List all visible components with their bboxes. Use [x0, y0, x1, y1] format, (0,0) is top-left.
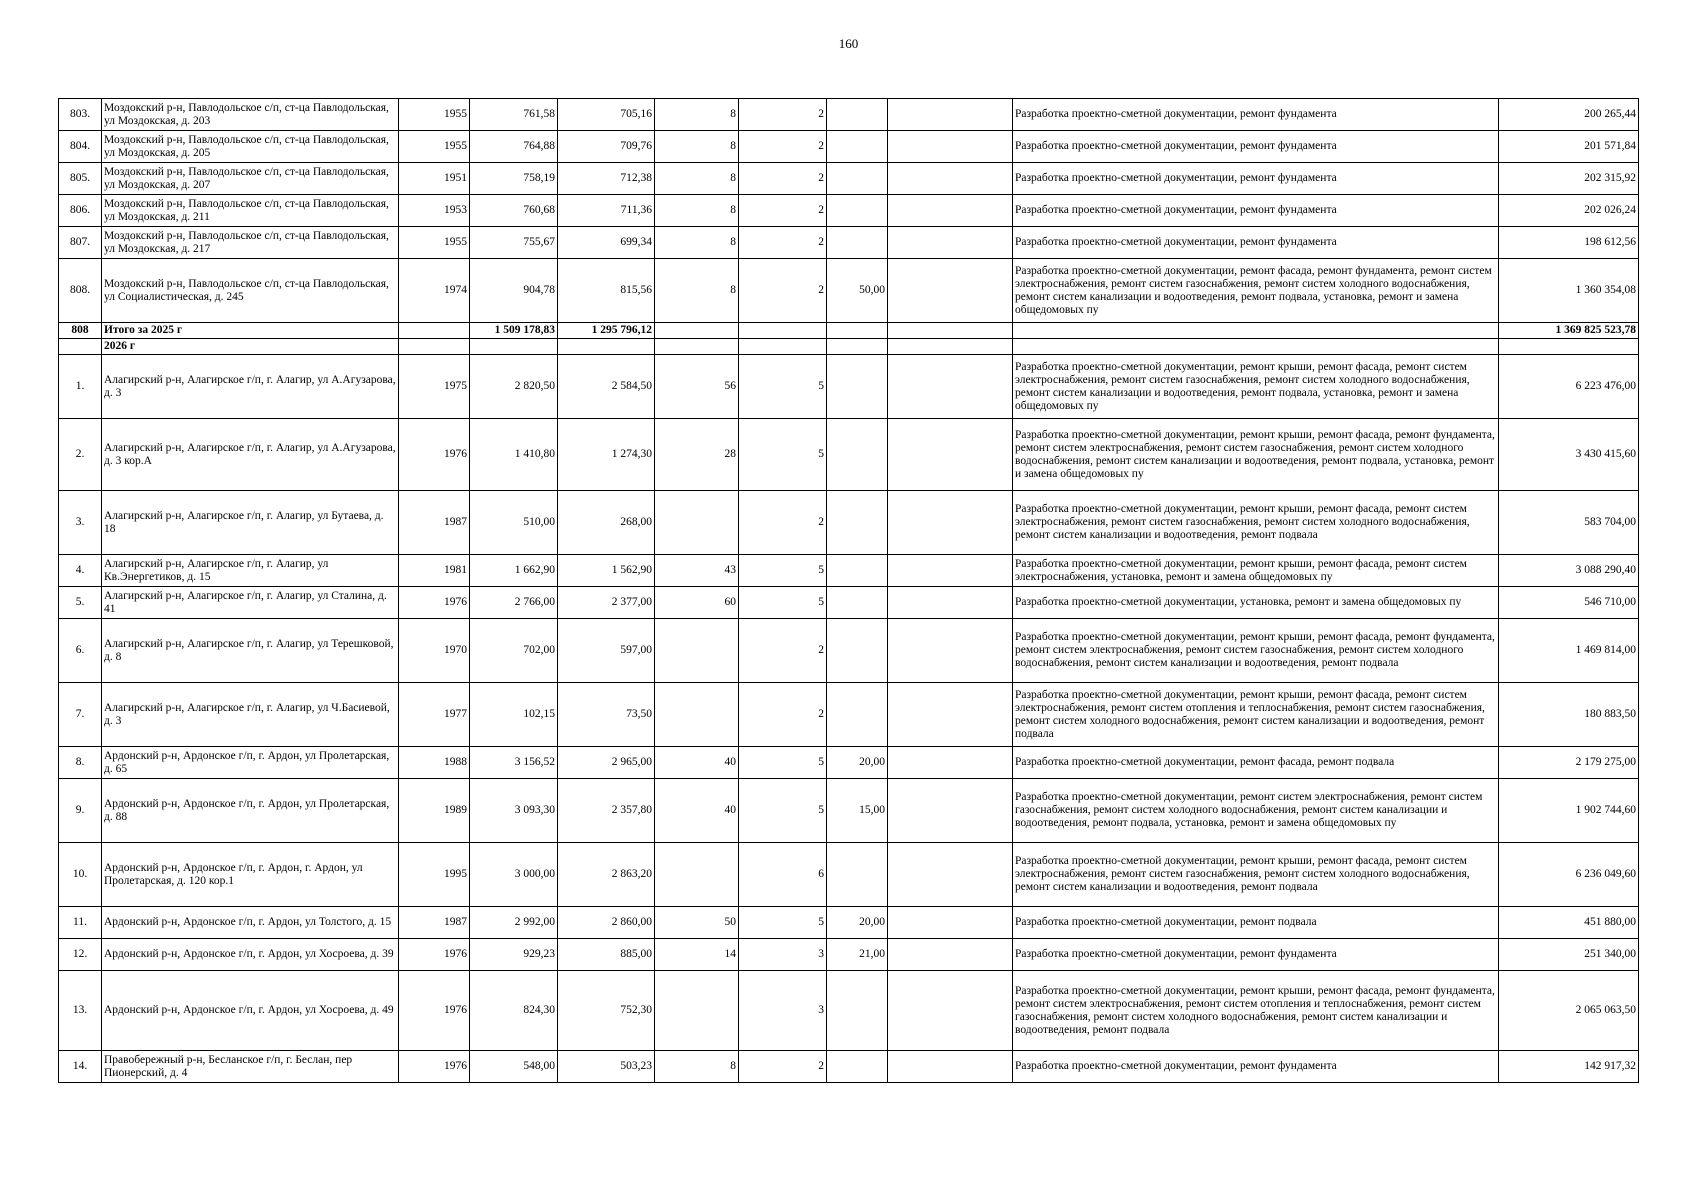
- residents-cell: 8: [655, 227, 739, 259]
- living-area-cell: 711,36: [558, 195, 655, 227]
- extra-cell: [888, 843, 1013, 907]
- extra-cell: [888, 419, 1013, 491]
- wear-percent-cell: [827, 99, 888, 131]
- table-row: [59, 131, 1639, 163]
- table-row: [59, 619, 1639, 683]
- total-area-cell: 510,00: [470, 491, 558, 555]
- table-row: [59, 163, 1639, 195]
- row-number: 5.: [59, 587, 102, 619]
- floors-cell: 5: [739, 907, 827, 939]
- wear-percent-cell: 21,00: [827, 939, 888, 971]
- extra-cell: [888, 683, 1013, 747]
- table-row: [59, 355, 1639, 419]
- work-types-cell: Разработка проектно-сметной документации, ремонт крыши, ремонт фасада, ремонт систем электроснабжения, ремонт систем газоснабжения, ремонт систем холодного водоснабжения, ремонт систем канализации и водоотведения, ремонт подвала, установка, ремонт и замена общедомовых пу: [1013, 355, 1499, 419]
- year-built-cell: 1976: [399, 587, 470, 619]
- residents-cell: 40: [655, 779, 739, 843]
- total-area-cell: 755,67: [470, 227, 558, 259]
- table-row: [59, 259, 1639, 323]
- address-cell: Правобережный р-н, Бесланское г/п, г. Беслан, пер Пионерский, д. 4: [102, 1051, 399, 1083]
- row-number: 11.: [59, 907, 102, 939]
- extra-cell: [888, 339, 1013, 355]
- work-types-cell: Разработка проектно-сметной документации, ремонт крыши, ремонт фасада, ремонт систем электроснабжения, ремонт систем газоснабжения, ремонт систем холодного водоснабжения, ремонт систем канализации и водоотведения, ремонт подвала: [1013, 491, 1499, 555]
- residents-cell: [655, 491, 739, 555]
- work-types-cell: Разработка проектно-сметной документации, ремонт фундамента: [1013, 99, 1499, 131]
- wear-percent-cell: [827, 683, 888, 747]
- cost-cell: 546 710,00: [1499, 587, 1639, 619]
- residents-cell: 56: [655, 355, 739, 419]
- address-cell: Моздокский р-н, Павлодольское с/п, ст-ца Павлодольская, ул Моздокская, д. 207: [102, 163, 399, 195]
- wear-percent-cell: [827, 163, 888, 195]
- row-number: 808.: [59, 259, 102, 323]
- total-area-cell: 3 093,30: [470, 779, 558, 843]
- table-row: [59, 939, 1639, 971]
- address-cell: Моздокский р-н, Павлодольское с/п, ст-ца Павлодольская, ул Моздокская, д. 211: [102, 195, 399, 227]
- residents-cell: [655, 843, 739, 907]
- address-cell: Ардонский р-н, Ардонское г/п, г. Ардон, ул Хосроева, д. 49: [102, 971, 399, 1051]
- floors-cell: 2: [739, 259, 827, 323]
- page-number: 160: [838, 36, 859, 51]
- year-built-cell: 1955: [399, 227, 470, 259]
- year-built-cell: 1955: [399, 131, 470, 163]
- work-types-cell: Разработка проектно-сметной документации, ремонт фундамента: [1013, 195, 1499, 227]
- total-area-cell: 1 509 178,83: [470, 323, 558, 339]
- living-area-cell: 885,00: [558, 939, 655, 971]
- wear-percent-cell: 20,00: [827, 747, 888, 779]
- row-number: 3.: [59, 491, 102, 555]
- residents-cell: 8: [655, 259, 739, 323]
- wear-percent-cell: [827, 587, 888, 619]
- address-cell: Алагирский р-н, Алагирское г/п, г. Алагир, ул Сталина, д. 41: [102, 587, 399, 619]
- living-area-cell: 2 584,50: [558, 355, 655, 419]
- living-area-cell: 2 377,00: [558, 587, 655, 619]
- year-built-cell: 1951: [399, 163, 470, 195]
- wear-percent-cell: [827, 323, 888, 339]
- cost-cell: 1 369 825 523,78: [1499, 323, 1639, 339]
- year-built-cell: 1976: [399, 1051, 470, 1083]
- wear-percent-cell: [827, 491, 888, 555]
- total-area-cell: 3 156,52: [470, 747, 558, 779]
- living-area-cell: 73,50: [558, 683, 655, 747]
- floors-cell: 2: [739, 619, 827, 683]
- living-area-cell: 815,56: [558, 259, 655, 323]
- table-row: [59, 227, 1639, 259]
- work-types-cell: Разработка проектно-сметной документации, ремонт фундамента: [1013, 163, 1499, 195]
- work-types-cell: Разработка проектно-сметной документации, ремонт фундамента: [1013, 1051, 1499, 1083]
- year-built-cell: 1987: [399, 907, 470, 939]
- table-row: [59, 907, 1639, 939]
- year-built-cell: 1987: [399, 491, 470, 555]
- residents-cell: 43: [655, 555, 739, 587]
- residents-cell: 8: [655, 1051, 739, 1083]
- address-cell: Итого за 2025 г: [102, 323, 399, 339]
- address-cell: Алагирский р-н, Алагирское г/п, г. Алагир, ул А.Агузарова, д. 3 кор.А: [102, 419, 399, 491]
- table-row: [59, 419, 1639, 491]
- cost-cell: 2 179 275,00: [1499, 747, 1639, 779]
- living-area-cell: 2 863,20: [558, 843, 655, 907]
- floors-cell: 2: [739, 227, 827, 259]
- floors-cell: 2: [739, 491, 827, 555]
- wear-percent-cell: [827, 339, 888, 355]
- floors-cell: 5: [739, 355, 827, 419]
- work-types-cell: Разработка проектно-сметной документации, ремонт фундамента: [1013, 131, 1499, 163]
- work-types-cell: Разработка проектно-сметной документации, ремонт крыши, ремонт фасада, ремонт систем электроснабжения, ремонт систем газоснабжения, ремонт систем холодного водоснабжения, ремонт систем канализации и водоотведения, ремонт подвала: [1013, 843, 1499, 907]
- year-built-cell: 1974: [399, 259, 470, 323]
- table-row: [59, 195, 1639, 227]
- wear-percent-cell: [827, 227, 888, 259]
- total-area-cell: 761,58: [470, 99, 558, 131]
- work-types-cell: Разработка проектно-сметной документации, ремонт фундамента: [1013, 939, 1499, 971]
- year-built-cell: 1975: [399, 355, 470, 419]
- total-area-cell: 929,23: [470, 939, 558, 971]
- floors-cell: 5: [739, 555, 827, 587]
- cost-cell: 2 065 063,50: [1499, 971, 1639, 1051]
- wear-percent-cell: [827, 131, 888, 163]
- cost-cell: 201 571,84: [1499, 131, 1639, 163]
- residents-cell: [655, 683, 739, 747]
- floors-cell: 2: [739, 1051, 827, 1083]
- work-types-cell: Разработка проектно-сметной документации, ремонт фундамента: [1013, 227, 1499, 259]
- floors-cell: 5: [739, 419, 827, 491]
- cost-cell: 142 917,32: [1499, 1051, 1639, 1083]
- work-types-cell: Разработка проектно-сметной документации, ремонт крыши, ремонт фасада, ремонт фундамента, ремонт систем электроснабжения, ремонт систем газоснабжения, ремонт систем холодного водоснабжения, ремонт систем канализации и водоотведения, ремонт подвала: [1013, 619, 1499, 683]
- row-number: 804.: [59, 131, 102, 163]
- floors-cell: 5: [739, 747, 827, 779]
- table-row: [59, 683, 1639, 747]
- work-types-cell: Разработка проектно-сметной документации, ремонт крыши, ремонт фасада, ремонт систем электроснабжения, ремонт систем отопления и теплоснабжения, ремонт систем газоснабжения, ремонт систем холодного водоснабжения, ремонт систем канализации и водоотведения, ремонт подвала: [1013, 683, 1499, 747]
- wear-percent-cell: [827, 843, 888, 907]
- living-area-cell: 2 965,00: [558, 747, 655, 779]
- capital-repair-table: [58, 98, 1639, 1083]
- row-number: 807.: [59, 227, 102, 259]
- row-number: 1.: [59, 355, 102, 419]
- total-area-cell: 1 410,80: [470, 419, 558, 491]
- table-row: [59, 587, 1639, 619]
- row-number: 13.: [59, 971, 102, 1051]
- residents-cell: 8: [655, 131, 739, 163]
- cost-cell: 180 883,50: [1499, 683, 1639, 747]
- total-area-cell: 760,68: [470, 195, 558, 227]
- address-cell: Алагирский р-н, Алагирское г/п, г. Алагир, ул Кв.Энергетиков, д. 15: [102, 555, 399, 587]
- living-area-cell: 1 562,90: [558, 555, 655, 587]
- row-number: 9.: [59, 779, 102, 843]
- table-row: [59, 971, 1639, 1051]
- living-area-cell: 597,00: [558, 619, 655, 683]
- residents-cell: 8: [655, 99, 739, 131]
- table-body: [59, 99, 1639, 1083]
- cost-cell: 202 026,24: [1499, 195, 1639, 227]
- extra-cell: [888, 587, 1013, 619]
- year-header-row: [59, 339, 1639, 355]
- living-area-cell: 503,23: [558, 1051, 655, 1083]
- floors-cell: [739, 323, 827, 339]
- extra-cell: [888, 163, 1013, 195]
- residents-cell: [655, 619, 739, 683]
- total-row: [59, 323, 1639, 339]
- extra-cell: [888, 323, 1013, 339]
- residents-cell: [655, 323, 739, 339]
- address-cell: Алагирский р-н, Алагирское г/п, г. Алагир, ул А.Агузарова, д. 3: [102, 355, 399, 419]
- year-built-cell: 1988: [399, 747, 470, 779]
- cost-cell: 1 902 744,60: [1499, 779, 1639, 843]
- work-types-cell: Разработка проектно-сметной документации, ремонт крыши, ремонт фасада, ремонт фундамента, ремонт систем электроснабжения, ремонт систем газоснабжения, ремонт систем холодного водоснабжения, ремонт систем канализации и водоотведения, ремонт подвала, установка, ремонт и замена общедомовых пу: [1013, 419, 1499, 491]
- living-area-cell: 2 860,00: [558, 907, 655, 939]
- living-area-cell: [558, 339, 655, 355]
- row-number: 8.: [59, 747, 102, 779]
- extra-cell: [888, 131, 1013, 163]
- year-built-cell: 1989: [399, 779, 470, 843]
- year-built-cell: 1976: [399, 939, 470, 971]
- cost-cell: 251 340,00: [1499, 939, 1639, 971]
- cost-cell: 202 315,92: [1499, 163, 1639, 195]
- cost-cell: 200 265,44: [1499, 99, 1639, 131]
- cost-cell: 6 236 049,60: [1499, 843, 1639, 907]
- total-area-cell: 3 000,00: [470, 843, 558, 907]
- year-built-cell: 1981: [399, 555, 470, 587]
- work-types-cell: Разработка проектно-сметной документации, ремонт фасада, ремонт подвала: [1013, 747, 1499, 779]
- floors-cell: 3: [739, 971, 827, 1051]
- floors-cell: 2: [739, 131, 827, 163]
- cost-cell: 6 223 476,00: [1499, 355, 1639, 419]
- extra-cell: [888, 227, 1013, 259]
- wear-percent-cell: [827, 971, 888, 1051]
- work-types-cell: Разработка проектно-сметной документации, ремонт подвала: [1013, 907, 1499, 939]
- living-area-cell: 2 357,80: [558, 779, 655, 843]
- floors-cell: 2: [739, 683, 827, 747]
- address-cell: Ардонский р-н, Ардонское г/п, г. Ардон, ул Толстого, д. 15: [102, 907, 399, 939]
- table-row: [59, 1051, 1639, 1083]
- extra-cell: [888, 747, 1013, 779]
- work-types-cell: [1013, 339, 1499, 355]
- floors-cell: [739, 339, 827, 355]
- extra-cell: [888, 939, 1013, 971]
- residents-cell: 50: [655, 907, 739, 939]
- year-built-cell: 1976: [399, 419, 470, 491]
- row-number: 6.: [59, 619, 102, 683]
- wear-percent-cell: [827, 195, 888, 227]
- extra-cell: [888, 99, 1013, 131]
- table-row: [59, 747, 1639, 779]
- row-number: 2.: [59, 419, 102, 491]
- floors-cell: 6: [739, 843, 827, 907]
- total-area-cell: 2 766,00: [470, 587, 558, 619]
- table-row: [59, 555, 1639, 587]
- address-cell: Моздокский р-н, Павлодольское с/п, ст-ца Павлодольская, ул Моздокская, д. 205: [102, 131, 399, 163]
- total-area-cell: 904,78: [470, 259, 558, 323]
- year-built-cell: 1955: [399, 99, 470, 131]
- residents-cell: 8: [655, 195, 739, 227]
- total-area-cell: 702,00: [470, 619, 558, 683]
- total-area-cell: 824,30: [470, 971, 558, 1051]
- cost-cell: 1 360 354,08: [1499, 259, 1639, 323]
- living-area-cell: 699,34: [558, 227, 655, 259]
- year-built-cell: [399, 339, 470, 355]
- extra-cell: [888, 779, 1013, 843]
- residents-cell: [655, 971, 739, 1051]
- floors-cell: 2: [739, 99, 827, 131]
- living-area-cell: 752,30: [558, 971, 655, 1051]
- wear-percent-cell: [827, 419, 888, 491]
- living-area-cell: 712,38: [558, 163, 655, 195]
- wear-percent-cell: [827, 619, 888, 683]
- living-area-cell: 1 295 796,12: [558, 323, 655, 339]
- address-cell: Алагирский р-н, Алагирское г/п, г. Алагир, ул Бутаева, д. 18: [102, 491, 399, 555]
- cost-cell: 451 880,00: [1499, 907, 1639, 939]
- work-types-cell: Разработка проектно-сметной документации, ремонт систем электроснабжения, ремонт систем газоснабжения, ремонт систем холодного водоснабжения, ремонт систем канализации и водоотведения, ремонт подвала, установка, ремонт и замена общедомовых пу: [1013, 779, 1499, 843]
- total-area-cell: 2 820,50: [470, 355, 558, 419]
- address-cell: Моздокский р-н, Павлодольское с/п, ст-ца Павлодольская, ул Моздокская, д. 203: [102, 99, 399, 131]
- extra-cell: [888, 355, 1013, 419]
- row-number: [59, 339, 102, 355]
- extra-cell: [888, 907, 1013, 939]
- total-area-cell: 548,00: [470, 1051, 558, 1083]
- row-number: 4.: [59, 555, 102, 587]
- cost-cell: 1 469 814,00: [1499, 619, 1639, 683]
- wear-percent-cell: [827, 1051, 888, 1083]
- cost-cell: 583 704,00: [1499, 491, 1639, 555]
- floors-cell: 3: [739, 939, 827, 971]
- extra-cell: [888, 491, 1013, 555]
- floors-cell: 2: [739, 195, 827, 227]
- year-built-cell: [399, 323, 470, 339]
- living-area-cell: 268,00: [558, 491, 655, 555]
- work-types-cell: Разработка проектно-сметной документации, установка, ремонт и замена общедомовых пу: [1013, 587, 1499, 619]
- year-built-cell: 1977: [399, 683, 470, 747]
- residents-cell: 60: [655, 587, 739, 619]
- floors-cell: 5: [739, 587, 827, 619]
- extra-cell: [888, 555, 1013, 587]
- total-area-cell: 764,88: [470, 131, 558, 163]
- work-types-cell: Разработка проектно-сметной документации, ремонт крыши, ремонт фасада, ремонт фундамента, ремонт систем электроснабжения, ремонт систем отопления и теплоснабжения, ремонт систем газоснабжения, ремонт систем холодного водоснабжения, ремонт систем канализации и водоотведения, ремонт подвала: [1013, 971, 1499, 1051]
- address-cell: Моздокский р-н, Павлодольское с/п, ст-ца Павлодольская, ул Социалистическая, д. 245: [102, 259, 399, 323]
- table-row: [59, 99, 1639, 131]
- wear-percent-cell: 20,00: [827, 907, 888, 939]
- wear-percent-cell: [827, 355, 888, 419]
- cost-cell: 3 430 415,60: [1499, 419, 1639, 491]
- row-number: 806.: [59, 195, 102, 227]
- year-built-cell: 1970: [399, 619, 470, 683]
- residents-cell: [655, 339, 739, 355]
- address-cell: Ардонский р-н, Ардонское г/п, г. Ардон, ул Хосроева, д. 39: [102, 939, 399, 971]
- total-area-cell: [470, 339, 558, 355]
- total-area-cell: 758,19: [470, 163, 558, 195]
- address-cell: Ардонский р-н, Ардонское г/п, г. Ардон, г. Ардон, ул Пролетарская, д. 120 кор.1: [102, 843, 399, 907]
- total-area-cell: 2 992,00: [470, 907, 558, 939]
- wear-percent-cell: 50,00: [827, 259, 888, 323]
- living-area-cell: 709,76: [558, 131, 655, 163]
- year-built-cell: 1976: [399, 971, 470, 1051]
- year-built-cell: 1953: [399, 195, 470, 227]
- wear-percent-cell: 15,00: [827, 779, 888, 843]
- cost-cell: 3 088 290,40: [1499, 555, 1639, 587]
- extra-cell: [888, 971, 1013, 1051]
- total-area-cell: 102,15: [470, 683, 558, 747]
- year-built-cell: 1995: [399, 843, 470, 907]
- row-number: 12.: [59, 939, 102, 971]
- address-cell: Ардонский р-н, Ардонское г/п, г. Ардон, ул Пролетарская, д. 88: [102, 779, 399, 843]
- residents-cell: 8: [655, 163, 739, 195]
- work-types-cell: Разработка проектно-сметной документации, ремонт фасада, ремонт фундамента, ремонт систем электроснабжения, ремонт систем газоснабжения, ремонт систем холодного водоснабжения, ремонт систем канализации и водоотведения, ремонт подвала, установка, ремонт и замена общедомовых пу: [1013, 259, 1499, 323]
- address-cell: Алагирский р-н, Алагирское г/п, г. Алагир, ул Ч.Басиевой, д. 3: [102, 683, 399, 747]
- address-cell: Алагирский р-н, Алагирское г/п, г. Алагир, ул Терешковой, д. 8: [102, 619, 399, 683]
- row-number: 14.: [59, 1051, 102, 1083]
- address-cell: Ардонский р-н, Ардонское г/п, г. Ардон, ул Пролетарская, д. 65: [102, 747, 399, 779]
- extra-cell: [888, 195, 1013, 227]
- table-row: [59, 491, 1639, 555]
- row-number: 7.: [59, 683, 102, 747]
- living-area-cell: 1 274,30: [558, 419, 655, 491]
- row-number: 803.: [59, 99, 102, 131]
- wear-percent-cell: [827, 555, 888, 587]
- cost-cell: 198 612,56: [1499, 227, 1639, 259]
- living-area-cell: 705,16: [558, 99, 655, 131]
- row-number: 808: [59, 323, 102, 339]
- table-row: [59, 843, 1639, 907]
- residents-cell: 14: [655, 939, 739, 971]
- work-types-cell: Разработка проектно-сметной документации, ремонт крыши, ремонт фасада, ремонт систем электроснабжения, установка, ремонт и замена общедомовых пу: [1013, 555, 1499, 587]
- floors-cell: 5: [739, 779, 827, 843]
- residents-cell: 40: [655, 747, 739, 779]
- extra-cell: [888, 1051, 1013, 1083]
- extra-cell: [888, 259, 1013, 323]
- residents-cell: 28: [655, 419, 739, 491]
- total-area-cell: 1 662,90: [470, 555, 558, 587]
- row-number: 805.: [59, 163, 102, 195]
- work-types-cell: [1013, 323, 1499, 339]
- address-cell: Моздокский р-н, Павлодольское с/п, ст-ца Павлодольская, ул Моздокская, д. 217: [102, 227, 399, 259]
- table-row: [59, 779, 1639, 843]
- floors-cell: 2: [739, 163, 827, 195]
- row-number: 10.: [59, 843, 102, 907]
- address-cell: 2026 г: [102, 339, 399, 355]
- extra-cell: [888, 619, 1013, 683]
- cost-cell: [1499, 339, 1639, 355]
